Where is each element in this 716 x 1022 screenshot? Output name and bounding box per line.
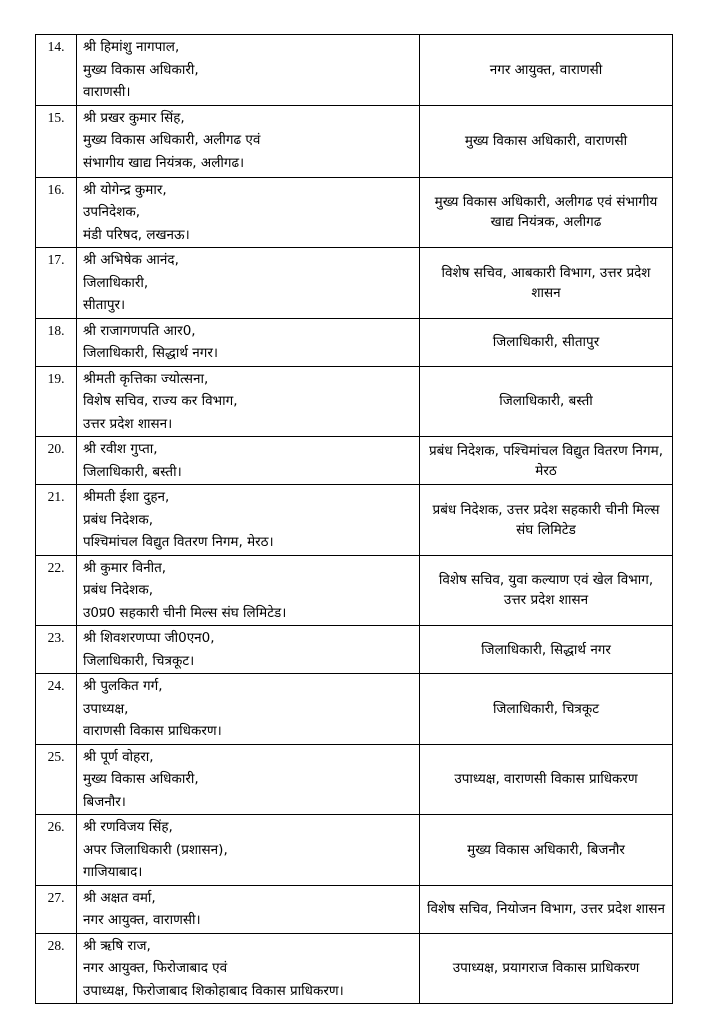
- table-row: [36, 105, 673, 177]
- new-posting-cell: प्रबंध निदेशक, उत्तर प्रदेश सहकारी चीनी मिल्स संघ लिमिटेड: [420, 485, 673, 556]
- transfer-table: [35, 34, 673, 1004]
- officer-name: श्री कुमार विनीत,: [83, 559, 167, 576]
- current-posting-line: अपर जिलाधिकारी (प्रशासन),: [83, 841, 228, 858]
- officer-name: श्री अभिषेक आनंद,: [83, 252, 179, 268]
- current-posting-line: मुख्य विकास अधिकारी,: [83, 61, 199, 78]
- current-posting-line: बिजनौर।: [83, 793, 126, 810]
- current-posting-cell: [77, 815, 420, 886]
- current-posting-cell: [77, 105, 420, 177]
- current-posting-line: वाराणसी विकास प्राधिकरण।: [83, 723, 222, 739]
- current-posting-line: पश्चिमांचल विद्युत वितरण निगम, मेरठ।: [83, 534, 274, 550]
- new-posting-cell: मुख्य विकास अधिकारी, वाराणसी: [420, 105, 673, 177]
- current-posting-line: जिलाधिकारी, बस्ती।: [83, 463, 182, 480]
- current-posting-line: उपाध्यक्ष, फिरोजाबाद शिकोहाबाद विकास प्राधिकरण।: [83, 982, 344, 999]
- serial-number: 16.: [36, 177, 77, 248]
- current-posting-cell: [77, 318, 420, 366]
- new-posting-cell: विशेष सचिव, आबकारी विभाग, उत्तर प्रदेश शासन: [420, 248, 673, 319]
- new-posting-cell: जिलाधिकारी, सिद्धार्थ नगर: [420, 626, 673, 674]
- table-row: [36, 744, 673, 815]
- current-posting-line: मंडी परिषद, लखनऊ।: [83, 226, 190, 243]
- new-posting-cell: नगर आयुक्त, वाराणसी: [420, 35, 673, 106]
- table-row: [36, 933, 673, 1004]
- officer-name: श्री योगेन्द्र कुमार,: [83, 181, 167, 198]
- serial-number: 25.: [36, 744, 77, 815]
- serial-number: 23.: [36, 626, 77, 674]
- officer-name: श्रीमती कृत्तिका ज्योत्सना,: [83, 370, 209, 387]
- current-posting-line: उ0प्र0 सहकारी चीनी मिल्स संघ लिमिटेड।: [83, 604, 287, 621]
- current-posting-cell: [77, 366, 420, 437]
- current-posting-line: उपनिदेशक,: [83, 204, 141, 220]
- current-posting-cell: [77, 933, 420, 1004]
- new-posting-cell: मुख्य विकास अधिकारी, बिजनौर: [420, 815, 673, 886]
- transfer-table-body: [36, 35, 673, 1004]
- table-row: [36, 35, 673, 106]
- new-posting-cell: उपाध्यक्ष, प्रयागराज विकास प्राधिकरण: [420, 933, 673, 1004]
- current-posting-line: प्रबंध निदेशक,: [83, 582, 153, 598]
- current-posting-cell: [77, 885, 420, 933]
- new-posting-cell: मुख्य विकास अधिकारी, अलीगढ एवं संभागीय खाद्य नियंत्रक, अलीगढ: [420, 177, 673, 248]
- serial-number: 21.: [36, 485, 77, 556]
- current-posting-line: विशेष सचिव, राज्य कर विभाग,: [83, 393, 238, 409]
- new-posting-cell: प्रबंध निदेशक, पश्चिमांचल विद्युत वितरण निगम, मेरठ: [420, 437, 673, 485]
- current-posting-line: वाराणसी।: [83, 84, 131, 100]
- table-row: [36, 248, 673, 319]
- officer-name: श्री पूर्ण वोहरा,: [83, 748, 154, 765]
- officer-name: श्री रवीश गुप्ता,: [83, 441, 158, 457]
- current-posting-line: संभागीय खाद्य नियंत्रक, अलीगढ।: [83, 154, 245, 171]
- current-posting-line: प्रबंध निदेशक,: [83, 511, 153, 528]
- current-posting-cell: [77, 555, 420, 626]
- officer-name: श्री शिवशरणप्पा जी0एन0,: [83, 630, 215, 646]
- serial-number: 17.: [36, 248, 77, 319]
- officer-name: श्री ऋषि राज,: [83, 937, 151, 954]
- table-row: [36, 437, 673, 485]
- current-posting-line: गाजियाबाद।: [83, 864, 143, 880]
- current-posting-line: जिलाधिकारी, चित्रकूट।: [83, 652, 195, 669]
- current-posting-line: सीतापुर।: [83, 297, 126, 313]
- serial-number: 15.: [36, 105, 77, 177]
- serial-number: 27.: [36, 885, 77, 933]
- new-posting-cell: विशेष सचिव, नियोजन विभाग, उत्तर प्रदेश शासन: [420, 885, 673, 933]
- serial-number: 14.: [36, 35, 77, 106]
- current-posting-cell: [77, 437, 420, 485]
- serial-number: 19.: [36, 366, 77, 437]
- current-posting-cell: [77, 674, 420, 745]
- table-row: [36, 555, 673, 626]
- serial-number: 22.: [36, 555, 77, 626]
- officer-name: श्री रणविजय सिंह,: [83, 819, 173, 835]
- current-posting-line: जिलाधिकारी, सिद्धार्थ नगर।: [83, 345, 218, 361]
- current-posting-cell: [77, 248, 420, 319]
- officer-name: श्रीमती ईशा दुहन,: [83, 489, 170, 505]
- table-row: [36, 485, 673, 556]
- serial-number: 20.: [36, 437, 77, 485]
- table-row: [36, 815, 673, 886]
- table-row: [36, 177, 673, 248]
- table-row: [36, 674, 673, 745]
- current-posting-cell: [77, 626, 420, 674]
- new-posting-cell: विशेष सचिव, युवा कल्याण एवं खेल विभाग, उत्तर प्रदेश शासन: [420, 555, 673, 626]
- current-posting-line: मुख्य विकास अधिकारी, अलीगढ एवं: [83, 132, 261, 148]
- current-posting-line: नगर आयुक्त, फिरोजाबाद एवं: [83, 960, 228, 976]
- new-posting-cell: जिलाधिकारी, चित्रकूट: [420, 674, 673, 745]
- new-posting-cell: जिलाधिकारी, सीतापुर: [420, 318, 673, 366]
- serial-number: 18.: [36, 318, 77, 366]
- table-row: [36, 885, 673, 933]
- new-posting-cell: जिलाधिकारी, बस्ती: [420, 366, 673, 437]
- serial-number: 26.: [36, 815, 77, 886]
- current-posting-line: नगर आयुक्त, वाराणसी।: [83, 912, 201, 928]
- current-posting-line: उत्तर प्रदेश शासन।: [83, 415, 173, 432]
- current-posting-cell: [77, 744, 420, 815]
- table-row: [36, 626, 673, 674]
- current-posting-line: जिलाधिकारी,: [83, 274, 149, 291]
- current-posting-cell: [77, 35, 420, 106]
- new-posting-cell: उपाध्यक्ष, वाराणसी विकास प्राधिकरण: [420, 744, 673, 815]
- officer-name: श्री अक्षत वर्मा,: [83, 889, 156, 906]
- table-row: [36, 366, 673, 437]
- current-posting-line: मुख्य विकास अधिकारी,: [83, 771, 199, 787]
- table-row: [36, 318, 673, 366]
- serial-number: 24.: [36, 674, 77, 745]
- current-posting-cell: [77, 177, 420, 248]
- officer-name: श्री राजागणपति आर0,: [83, 322, 196, 339]
- current-posting-line: उपाध्यक्ष,: [83, 700, 129, 717]
- officer-name: श्री प्रखर कुमार सिंह,: [83, 109, 185, 126]
- serial-number: 28.: [36, 933, 77, 1004]
- officer-name: श्री हिमांशु नागपाल,: [83, 39, 180, 55]
- officer-name: श्री पुलकित गर्ग,: [83, 678, 163, 694]
- current-posting-cell: [77, 485, 420, 556]
